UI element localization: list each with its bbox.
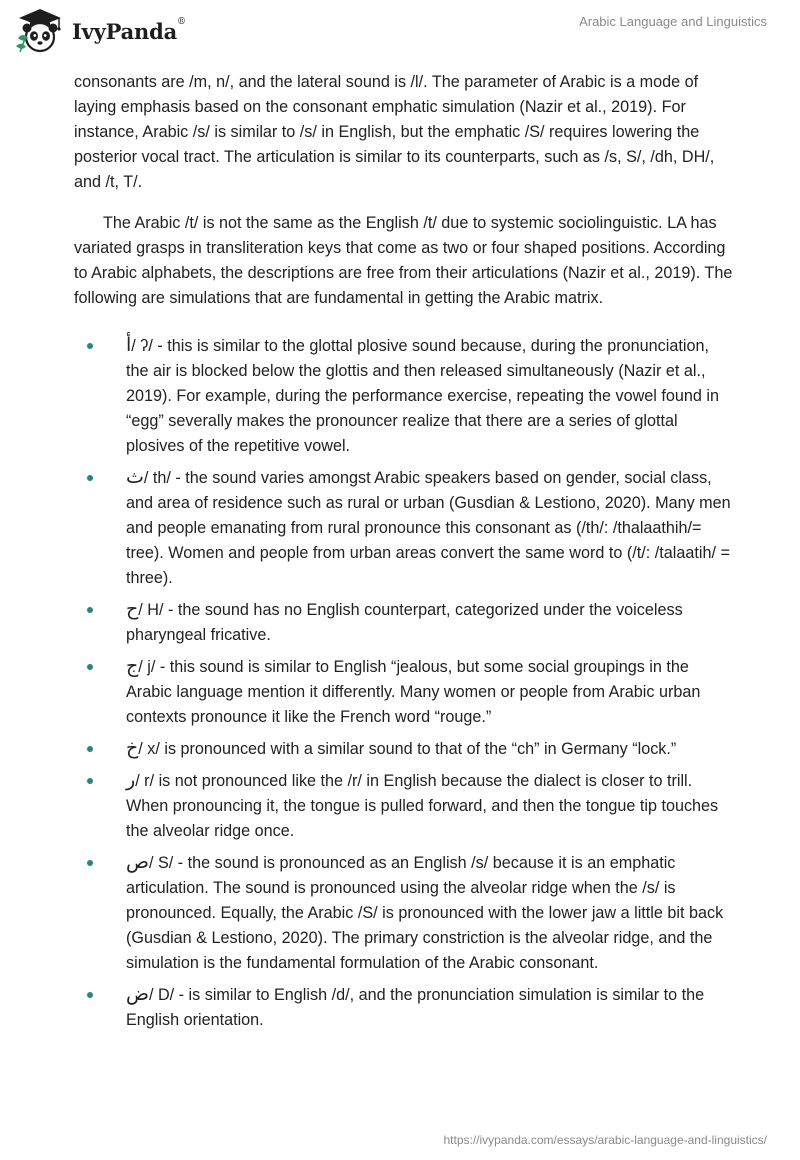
list-item	[74, 982, 734, 1033]
bullet-icon	[87, 607, 93, 613]
list-item	[74, 850, 734, 976]
arabic-letter: ض	[126, 983, 149, 1005]
bullet-icon	[87, 992, 93, 998]
brand-name	[72, 16, 186, 44]
arabic-letter: ث	[126, 466, 144, 488]
list-item-text: / x/ is pronounced with a similar sound to that of the “ch” in Germany “lock.”	[138, 740, 677, 758]
arabic-letter: ر	[126, 769, 136, 791]
list-item	[74, 597, 734, 648]
bullet-icon	[87, 860, 93, 866]
list-item-text: / H/ - the sound has no English counterpart, categorized under the voiceless pharyngeal fricative.	[126, 601, 683, 644]
document-body	[74, 70, 734, 1039]
list-item	[74, 333, 734, 459]
document-title: Arabic Language and Linguistics	[579, 14, 767, 29]
arabic-letter: ص	[126, 851, 149, 873]
list-item	[74, 654, 734, 730]
list-item-text: / S/ - the sound is pronounced as an English /s/ because it is an emphatic articulation. The sound is pronounced using the alveolar ridge when the /s/ is pronounced. Equally, the Arabic /S/ is pronounced with the lower jaw a little bit back (Gusdian & Lestiono, 2020). The primary constriction is the alveolar ridge, and the simulation is the fundamental formulation of the Arabic consonant.	[126, 854, 724, 972]
bullet-icon	[87, 475, 93, 481]
registered-mark: ®	[177, 16, 186, 27]
list-item	[74, 736, 734, 762]
brand-text: IvyPanda	[72, 18, 178, 44]
phoneme-list	[74, 333, 734, 1033]
list-item-text: / j/ - this sound is similar to English “jealous, but some social groupings in the Arabic language mention it differently. Many women or people from Arabic urban contexts pronounce it like the French word “rouge.”	[126, 658, 701, 726]
list-item-text: / D/ - is similar to English /d/, and the pronunciation simulation is similar to the English orientation.	[126, 986, 705, 1029]
list-item-text: / ʔ/ - this is similar to the glottal plosive sound because, during the pronunciation, the air is blocked below the glottis and then released simultaneously (Nazir et al., 2019). For example, during the performance exercise, repeating the vowel found in “egg” severally makes the pronouncer realize that there are a series of glottal plosives of the repetitive vowel.	[126, 337, 719, 455]
arabic-letter: خ	[126, 737, 139, 759]
list-item-text: / th/ - the sound varies amongst Arabic speakers based on gender, social class, and area of residence such as rural or urban (Gusdian & Lestiono, 2020). Many men and people emanating from rural pronounce this consonant as (/th/: /thalaathih/= tree). Women and people from urban areas convert the same word to (/t/: /talaatih/ = three).	[126, 469, 731, 587]
panda-logo-icon	[14, 8, 66, 54]
page-header	[0, 0, 800, 62]
paragraph: consonants are /m, n/, and the lateral sound is /l/. The parameter of Arabic is a mode of laying emphasis based on the consonant emphatic simulation (Nazir et al., 2019). For instance, Arabic /s/ is similar to /s/ in English, but the emphatic /S/ requires lowering the posterior vocal tract. The articulation is similar to its counterparts, such as /s, S/, /dh, DH/, and /t, T/.	[74, 73, 715, 191]
arabic-letter: أ	[126, 334, 132, 356]
list-item	[74, 465, 734, 591]
source-url[interactable]: https://ivypanda.com/essays/arabic-language-and-linguistics/	[443, 1133, 767, 1147]
bullet-icon	[87, 746, 93, 752]
bullet-icon	[87, 343, 93, 349]
arabic-letter: ح	[126, 598, 139, 620]
ivypanda-logo[interactable]	[14, 8, 186, 54]
list-item-text: / r/ is not pronounced like the /r/ in English because the dialect is closer to trill. When pronouncing it, the tongue is pulled forward, and then the tongue tip touches the alveolar ridge once.	[126, 772, 719, 840]
bullet-icon	[87, 664, 93, 670]
list-item	[74, 768, 734, 844]
arabic-letter: ج	[126, 655, 139, 677]
paragraph: The Arabic /t/ is not the same as the English /t/ due to systemic sociolinguistic. LA has variated grasps in transliteration keys that come as two or four shaped positions. According to Arabic alphabets, the descriptions are free from their articulations (Nazir et al., 2019). The following are simulations that are fundamental in getting the Arabic matrix.	[74, 214, 733, 307]
bullet-icon	[87, 778, 93, 784]
